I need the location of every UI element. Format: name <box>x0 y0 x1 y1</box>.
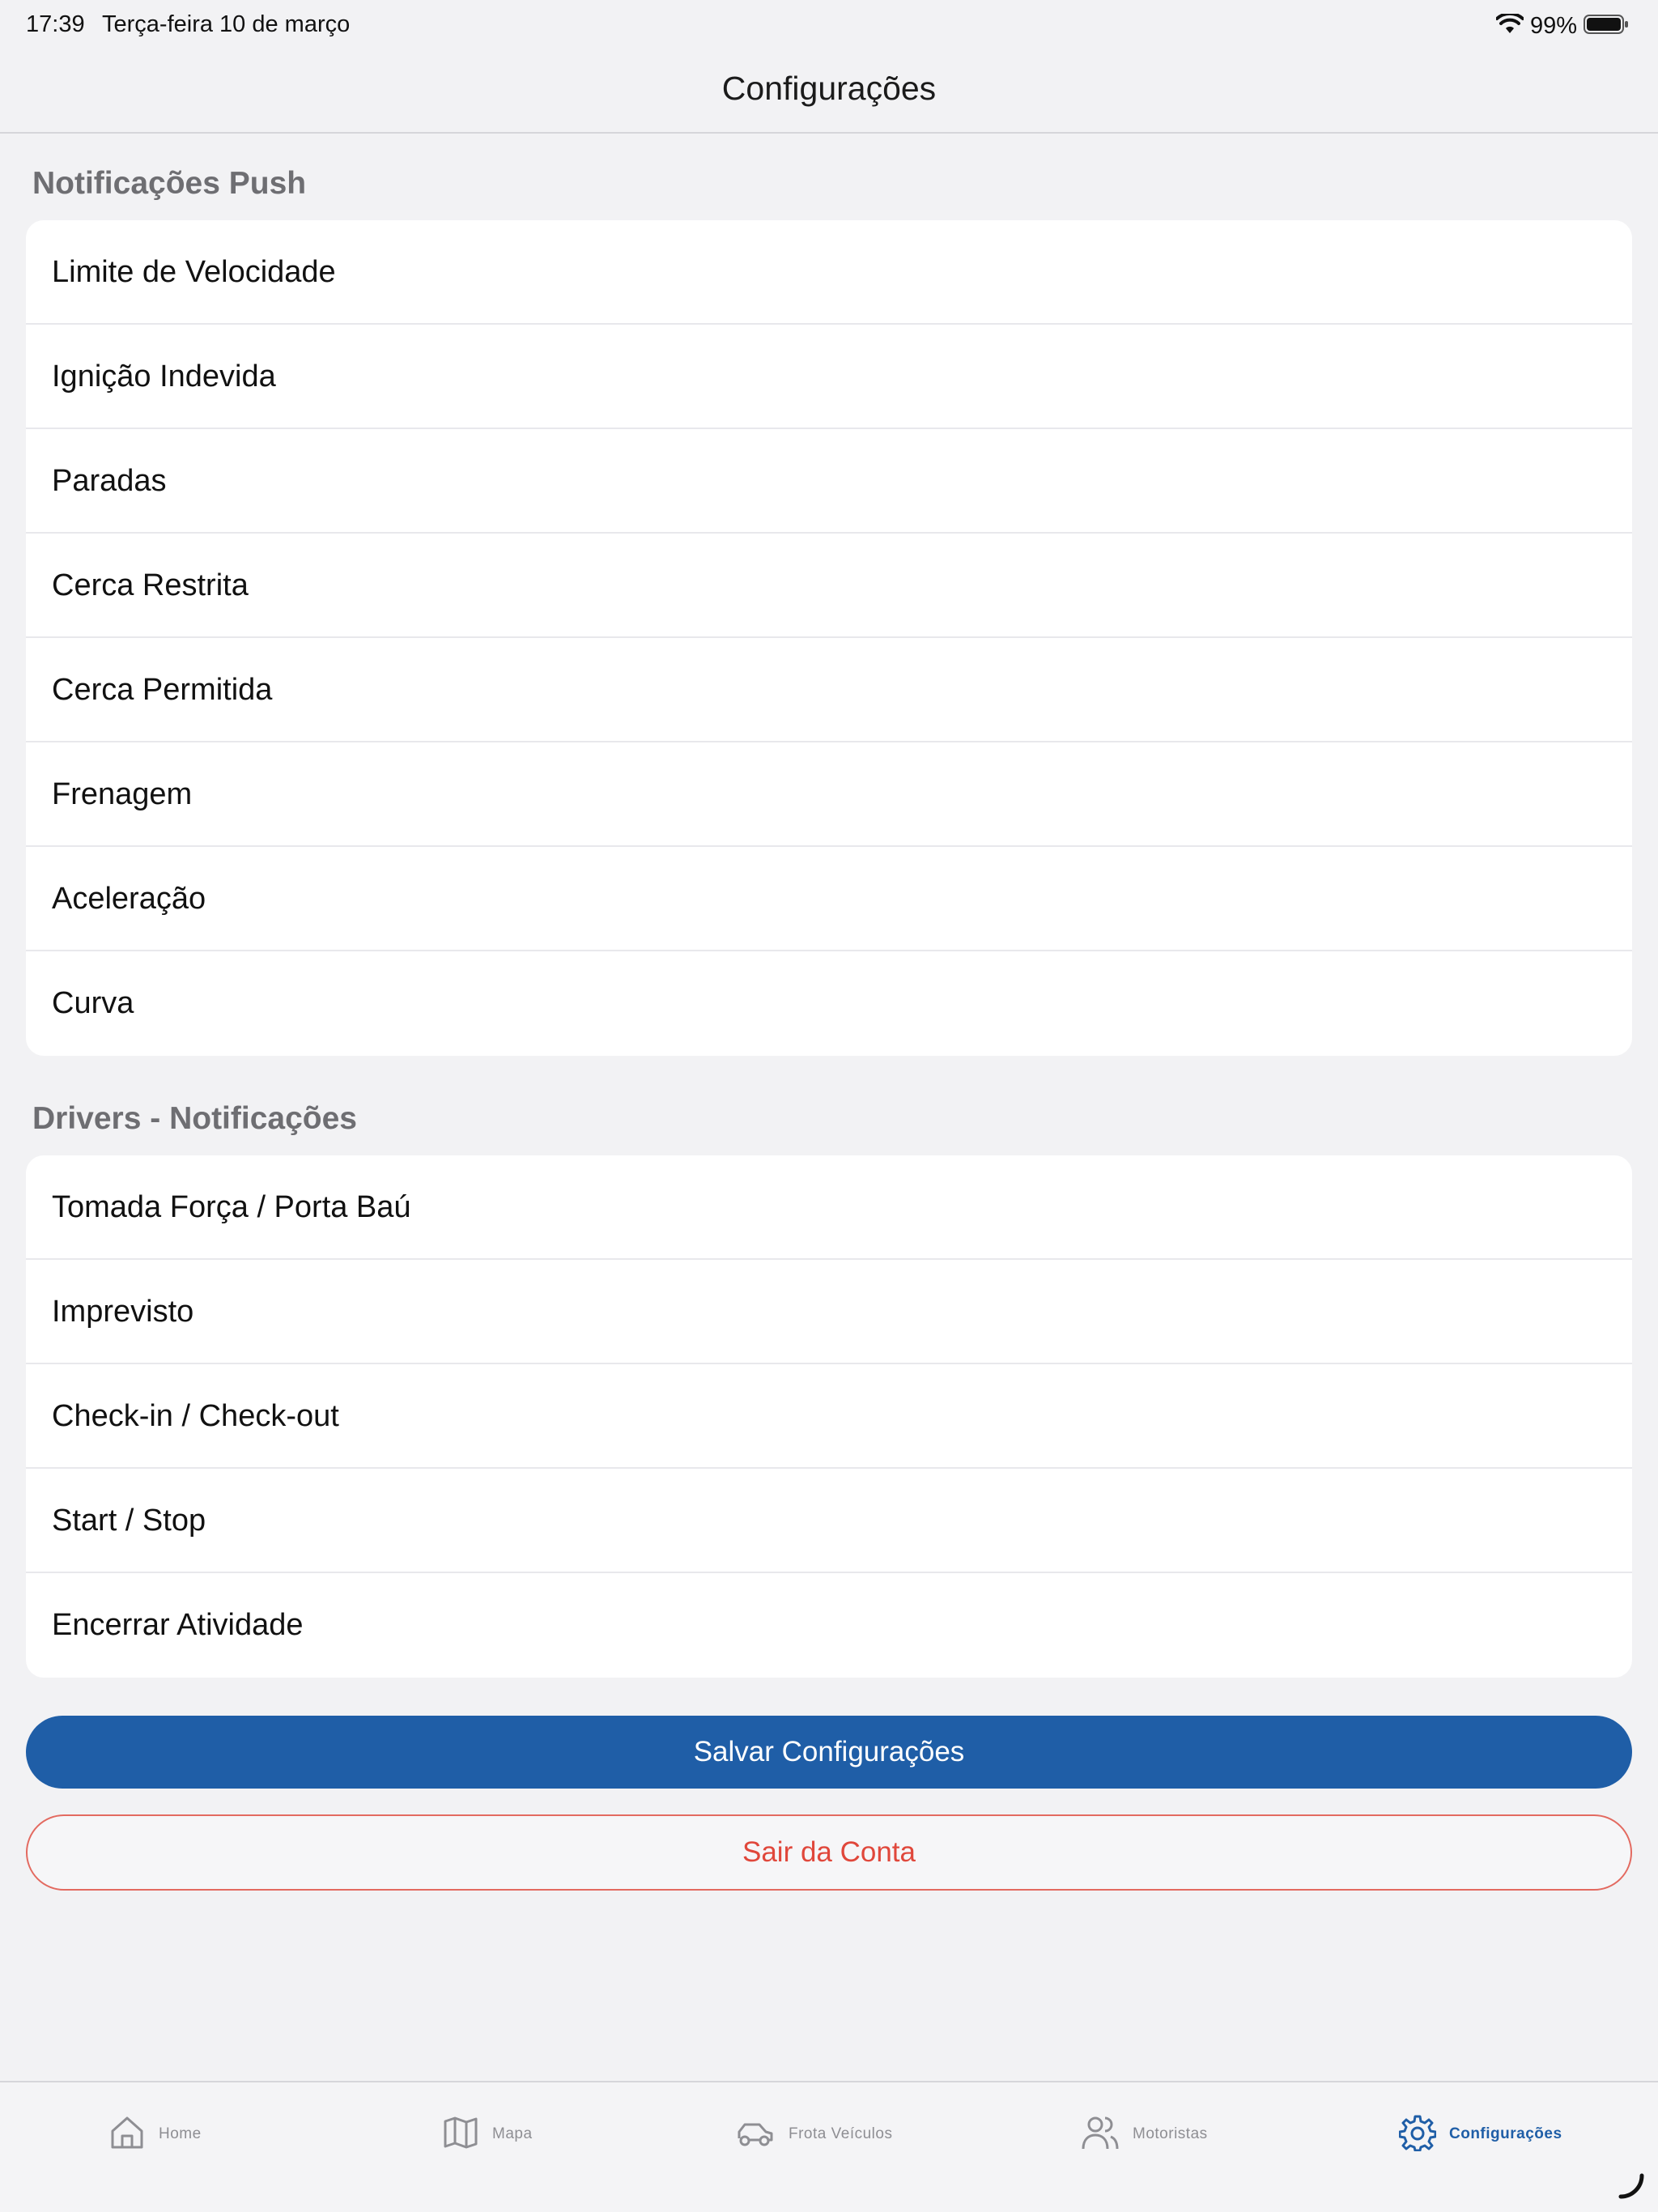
tab-bar <box>0 2081 1658 2212</box>
logout-button[interactable]: Sair da Conta <box>26 1814 1632 1891</box>
setting-row[interactable] <box>26 1573 1632 1678</box>
tab-label: Home <box>159 2125 202 2142</box>
setting-row[interactable] <box>26 1260 1632 1364</box>
navigation-bar <box>0 52 1658 134</box>
setting-row[interactable] <box>26 429 1632 534</box>
wifi-icon <box>1496 14 1524 39</box>
tab-drivers[interactable] <box>1081 2110 1208 2159</box>
status-date: Terça-feira 10 de março <box>102 11 351 37</box>
tab-fleet[interactable] <box>735 2110 892 2159</box>
setting-label: Encerrar Atividade <box>52 1608 304 1642</box>
setting-label: Limite de Velocidade <box>52 255 336 289</box>
setting-row[interactable] <box>26 1469 1632 1573</box>
tab-label: Frota Veículos <box>789 2125 893 2142</box>
corner-indicator-icon <box>1616 2172 1645 2206</box>
car-icon <box>735 2114 776 2155</box>
status-bar <box>0 0 1658 52</box>
section-header-push: Notificações Push <box>32 166 307 201</box>
home-icon <box>108 2114 146 2155</box>
tab-map[interactable] <box>442 2110 533 2159</box>
status-indicators <box>1496 10 1629 42</box>
map-icon <box>442 2114 479 2155</box>
setting-row[interactable] <box>26 325 1632 429</box>
setting-label: Cerca Permitida <box>52 673 273 707</box>
tab-label: Motoristas <box>1133 2125 1208 2142</box>
setting-label: Imprevisto <box>52 1295 194 1329</box>
setting-label: Cerca Restrita <box>52 568 249 602</box>
setting-row[interactable] <box>26 638 1632 742</box>
setting-row[interactable] <box>26 534 1632 638</box>
save-settings-button[interactable]: Salvar Configurações <box>26 1716 1632 1789</box>
users-icon <box>1081 2113 1120 2156</box>
setting-row[interactable] <box>26 951 1632 1056</box>
setting-row[interactable] <box>26 742 1632 847</box>
tab-settings[interactable] <box>1399 2110 1562 2159</box>
gear-icon <box>1399 2114 1436 2155</box>
battery-icon <box>1584 14 1629 39</box>
page-title: Configurações <box>721 70 937 107</box>
setting-label: Paradas <box>52 464 167 498</box>
setting-label: Start / Stop <box>52 1504 206 1538</box>
status-time: 17:39 <box>26 11 85 37</box>
setting-label: Tomada Força / Porta Baú <box>52 1190 411 1224</box>
setting-label: Frenagem <box>52 777 193 811</box>
setting-label: Curva <box>52 986 134 1020</box>
tab-label: Configurações <box>1449 2125 1562 2142</box>
tab-home[interactable] <box>108 2110 202 2159</box>
setting-row[interactable] <box>26 1155 1632 1260</box>
driver-notifications-group <box>26 1155 1632 1678</box>
section-header-drivers: Drivers - Notificações <box>32 1101 357 1136</box>
setting-label: Aceleração <box>52 882 206 916</box>
push-notifications-group <box>26 220 1632 1056</box>
setting-row[interactable] <box>26 1364 1632 1469</box>
setting-label: Check-in / Check-out <box>52 1399 339 1433</box>
tab-label: Mapa <box>492 2125 533 2142</box>
battery-percent: 99% <box>1529 12 1577 39</box>
setting-row[interactable] <box>26 220 1632 325</box>
setting-label: Ignição Indevida <box>52 359 276 393</box>
setting-row[interactable] <box>26 847 1632 951</box>
